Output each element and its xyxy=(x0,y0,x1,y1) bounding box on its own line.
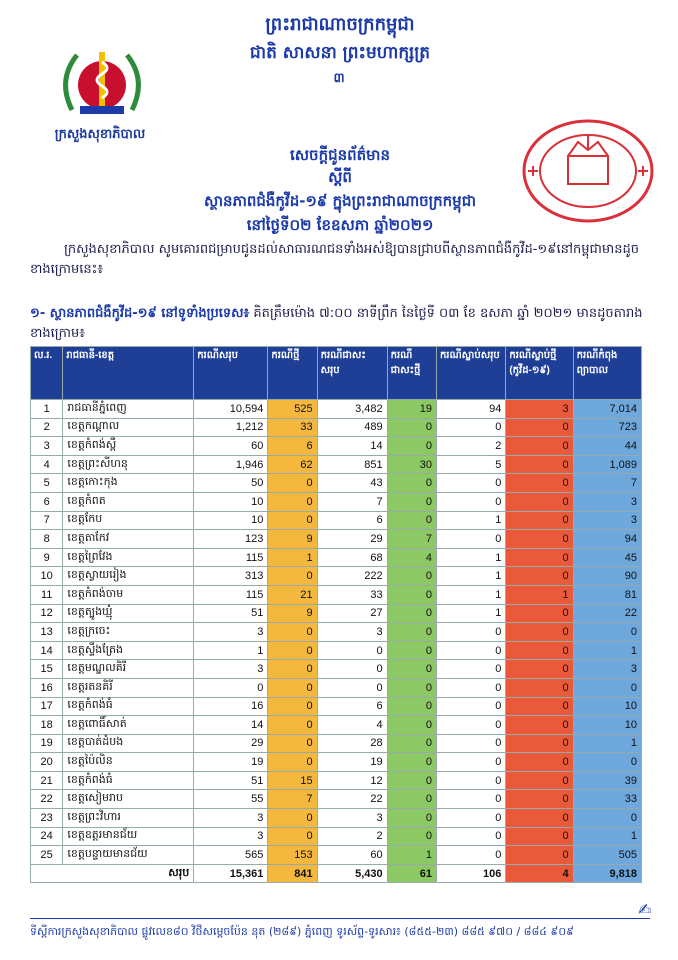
cell-total: 3 xyxy=(194,827,268,846)
cell-no: 17 xyxy=(31,697,63,716)
cell-rec-total: 6 xyxy=(317,697,387,716)
cell-treating: 0 xyxy=(573,809,641,828)
cell-total: 51 xyxy=(194,604,268,623)
total-death-total: 106 xyxy=(436,864,505,883)
document-date: នៅថ្ងៃទី០២ ខែឧសភា ឆ្នាំ២០២១ xyxy=(246,216,434,234)
cell-death-new: 0 xyxy=(506,548,573,567)
cell-new: 0 xyxy=(268,827,317,846)
header-total: ករណីសរុប xyxy=(194,347,268,400)
cell-total: 1,212 xyxy=(194,418,268,437)
cell-rec-total: 27 xyxy=(317,604,387,623)
cell-death-total: 1 xyxy=(436,548,505,567)
cell-rec-total: 489 xyxy=(317,418,387,437)
cell-death-total: 0 xyxy=(436,697,505,716)
cell-death-total: 0 xyxy=(436,678,505,697)
header-province: រាជធានី-ខេត្ត xyxy=(63,347,194,400)
table-row xyxy=(31,771,642,790)
cell-treating: 1 xyxy=(573,734,641,753)
table-row xyxy=(31,809,642,828)
cell-province: ខេត្តកំពង់ធំ xyxy=(63,697,194,716)
header-death-total: ករណីស្លាប់សរុប xyxy=(436,347,505,400)
cell-treating: 3 xyxy=(573,660,641,679)
cell-treating: 39 xyxy=(573,771,641,790)
cell-treating: 1 xyxy=(573,641,641,660)
table-body xyxy=(31,400,642,883)
cell-rec-total: 222 xyxy=(317,567,387,586)
cell-total: 10 xyxy=(194,492,268,511)
cell-province: ខេត្តព្រះវិហារ xyxy=(63,809,194,828)
cell-new: 33 xyxy=(268,418,317,437)
cell-treating: 94 xyxy=(573,530,641,549)
cell-rec-total: 7 xyxy=(317,492,387,511)
total-rec-total: 5,430 xyxy=(317,864,387,883)
cell-total: 1 xyxy=(194,641,268,660)
cell-province: ខេត្តតាកែវ xyxy=(63,530,194,549)
cell-total: 3 xyxy=(194,809,268,828)
cell-death-total: 0 xyxy=(436,716,505,735)
cell-rec-total: 0 xyxy=(317,678,387,697)
total-rec-new: 61 xyxy=(387,864,436,883)
cell-rec-new: 0 xyxy=(387,474,436,493)
cell-no: 13 xyxy=(31,623,63,642)
cell-death-new: 0 xyxy=(506,623,573,642)
table-row xyxy=(31,492,642,511)
cell-new: 0 xyxy=(268,697,317,716)
cell-new: 0 xyxy=(268,678,317,697)
cell-new: 6 xyxy=(268,437,317,456)
cell-new: 0 xyxy=(268,809,317,828)
cell-rec-new: 0 xyxy=(387,734,436,753)
cell-treating: 7 xyxy=(573,474,641,493)
cell-no: 24 xyxy=(31,827,63,846)
table-row xyxy=(31,437,642,456)
cell-province: ខេត្តបន្ទាយមានជ័យ xyxy=(63,846,194,865)
cell-rec-new: 0 xyxy=(387,492,436,511)
cell-rec-total: 3,482 xyxy=(317,400,387,419)
cell-no: 7 xyxy=(31,511,63,530)
cell-rec-new: 0 xyxy=(387,641,436,660)
cell-rec-new: 0 xyxy=(387,716,436,735)
cell-death-total: 0 xyxy=(436,734,505,753)
cell-province: រាជធានីភ្នំពេញ xyxy=(63,400,194,419)
cell-treating: 3 xyxy=(573,492,641,511)
cell-rec-new: 0 xyxy=(387,418,436,437)
header-recovered-total: ករណីជាសះសរុប xyxy=(317,347,387,400)
cell-rec-new: 30 xyxy=(387,455,436,474)
header-new: ករណីថ្មី xyxy=(268,347,317,400)
cell-total: 19 xyxy=(194,753,268,772)
cell-death-new: 0 xyxy=(506,846,573,865)
cell-province: ខេត្តត្បូងឃ្មុំ xyxy=(63,604,194,623)
cell-no: 16 xyxy=(31,678,63,697)
table-header-row xyxy=(31,347,642,400)
cell-rec-total: 3 xyxy=(317,623,387,642)
cell-total: 3 xyxy=(194,660,268,679)
cell-death-new: 0 xyxy=(506,530,573,549)
total-death-new: 4 xyxy=(506,864,573,883)
cell-treating: 7,014 xyxy=(573,400,641,419)
cell-province: ខេត្តកែប xyxy=(63,511,194,530)
cell-province: ខេត្តប៉ៃលិន xyxy=(63,753,194,772)
cell-total: 1,946 xyxy=(194,455,268,474)
cell-death-total: 0 xyxy=(436,846,505,865)
cell-new: 0 xyxy=(268,623,317,642)
cell-rec-total: 33 xyxy=(317,585,387,604)
cell-death-new: 0 xyxy=(506,771,573,790)
cell-total: 29 xyxy=(194,734,268,753)
cell-death-new: 0 xyxy=(506,734,573,753)
cell-rec-new: 0 xyxy=(387,585,436,604)
cell-new: 0 xyxy=(268,511,317,530)
cell-death-total: 1 xyxy=(436,567,505,586)
document-subject: ស្ថានភាពជំងឺកូវីដ-១៩ ក្នុងព្រះរាជាណាចក្រកម្ពុជា xyxy=(204,192,476,210)
cell-no: 12 xyxy=(31,604,63,623)
cell-treating: 0 xyxy=(573,623,641,642)
cell-rec-total: 43 xyxy=(317,474,387,493)
cell-rec-new: 0 xyxy=(387,437,436,456)
cell-treating: 22 xyxy=(573,604,641,623)
cell-total: 10,594 xyxy=(194,400,268,419)
cell-death-new: 0 xyxy=(506,716,573,735)
cell-rec-total: 68 xyxy=(317,548,387,567)
cell-rec-new: 7 xyxy=(387,530,436,549)
cell-treating: 1,089 xyxy=(573,455,641,474)
cell-death-total: 0 xyxy=(436,492,505,511)
cell-death-new: 0 xyxy=(506,418,573,437)
cell-no: 21 xyxy=(31,771,63,790)
table-row xyxy=(31,604,642,623)
cell-rec-new: 0 xyxy=(387,809,436,828)
document-title: សេចក្ដីជូនព័ត៌មាន xyxy=(290,146,390,164)
cell-rec-new: 0 xyxy=(387,567,436,586)
table-row xyxy=(31,474,642,493)
cell-no: 4 xyxy=(31,455,63,474)
cell-new: 9 xyxy=(268,604,317,623)
cell-treating: 81 xyxy=(573,585,641,604)
table-row xyxy=(31,678,642,697)
header-death-new: ករណីស្លាប់ថ្មី (កូវីដ-១៩) xyxy=(506,347,573,400)
cell-death-new: 0 xyxy=(506,567,573,586)
cell-total: 16 xyxy=(194,697,268,716)
cell-death-new: 0 xyxy=(506,437,573,456)
document-subtitle-about: ស្ដីពី xyxy=(328,168,352,186)
cell-province: ខេត្តបាត់ដំបង xyxy=(63,734,194,753)
table-row xyxy=(31,753,642,772)
cell-no: 5 xyxy=(31,474,63,493)
cell-death-total: 0 xyxy=(436,771,505,790)
cell-treating: 90 xyxy=(573,567,641,586)
cell-province: ខេត្តស្វាយរៀង xyxy=(63,567,194,586)
cell-province: ខេត្តមណ្ឌលគិរី xyxy=(63,660,194,679)
cell-death-new: 0 xyxy=(506,753,573,772)
cell-new: 0 xyxy=(268,753,317,772)
table-row xyxy=(31,660,642,679)
cell-province: ខេត្តព្រះសីហនុ xyxy=(63,455,194,474)
cell-rec-new: 0 xyxy=(387,604,436,623)
cell-new: 153 xyxy=(268,846,317,865)
cell-death-new: 0 xyxy=(506,604,573,623)
table-row xyxy=(31,641,642,660)
cell-new: 9 xyxy=(268,530,317,549)
cell-treating: 33 xyxy=(573,790,641,809)
cell-death-total: 0 xyxy=(436,641,505,660)
cell-treating: 0 xyxy=(573,753,641,772)
cell-rec-total: 19 xyxy=(317,753,387,772)
section-heading: ១- ស្ថានភាពជំងឺកូវីដ-១៩ នៅទូទាំងប្រទេស៖ xyxy=(30,306,250,321)
cell-no: 1 xyxy=(31,400,63,419)
cell-death-total: 94 xyxy=(436,400,505,419)
cell-treating: 1 xyxy=(573,827,641,846)
cell-province: ខេត្តពោធិ៍សាត់ xyxy=(63,716,194,735)
cell-death-total: 1 xyxy=(436,604,505,623)
cell-rec-total: 3 xyxy=(317,809,387,828)
cell-no: 8 xyxy=(31,530,63,549)
initial-mark: ✍ xyxy=(638,900,652,919)
intro-paragraph: ក្រសួងសុខាភិបាល សូមគោរពជម្រាបជូនដល់សាធារណជនទាំងអស់ឱ្យបានជ្រាបពីស្ថានភាពជំងឺកូវីដ-១៩នៅកម្ពុជាមានដូចខាងក្រោមនេះ៖ xyxy=(30,242,639,277)
cell-total: 123 xyxy=(194,530,268,549)
header-no: ល.រ. xyxy=(31,347,63,400)
ministry-logo xyxy=(52,40,152,120)
cell-total: 55 xyxy=(194,790,268,809)
cell-treating: 505 xyxy=(573,846,641,865)
cell-rec-new: 0 xyxy=(387,697,436,716)
cell-province: ខេត្តកំពង់ធំ xyxy=(63,771,194,790)
cell-province: ខេត្តរតនគិរី xyxy=(63,678,194,697)
cell-no: 10 xyxy=(31,567,63,586)
cell-no: 15 xyxy=(31,660,63,679)
table-row xyxy=(31,511,642,530)
cell-total: 10 xyxy=(194,511,268,530)
cell-treating: 3 xyxy=(573,511,641,530)
cell-treating: 45 xyxy=(573,548,641,567)
cell-rec-total: 851 xyxy=(317,455,387,474)
table-row xyxy=(31,697,642,716)
cell-rec-total: 29 xyxy=(317,530,387,549)
cell-rec-new: 0 xyxy=(387,660,436,679)
cell-no: 23 xyxy=(31,809,63,828)
cell-no: 14 xyxy=(31,641,63,660)
cell-province: ខេត្តស្ទឹងត្រែង xyxy=(63,641,194,660)
table-row xyxy=(31,734,642,753)
total-total: 15,361 xyxy=(194,864,268,883)
covid-table xyxy=(30,346,642,883)
cell-rec-total: 60 xyxy=(317,846,387,865)
cell-rec-new: 19 xyxy=(387,400,436,419)
cell-rec-total: 22 xyxy=(317,790,387,809)
cell-rec-new: 0 xyxy=(387,623,436,642)
cell-no: 22 xyxy=(31,790,63,809)
cell-death-new: 0 xyxy=(506,790,573,809)
cell-total: 60 xyxy=(194,437,268,456)
cell-no: 20 xyxy=(31,753,63,772)
cell-rec-new: 4 xyxy=(387,548,436,567)
cell-new: 21 xyxy=(268,585,317,604)
table-row xyxy=(31,567,642,586)
table-row xyxy=(31,530,642,549)
header-treating: ករណីកំពុងព្យាបាល xyxy=(573,347,641,400)
table-row xyxy=(31,455,642,474)
cell-death-new: 0 xyxy=(506,660,573,679)
cell-treating: 723 xyxy=(573,418,641,437)
cell-rec-new: 0 xyxy=(387,678,436,697)
cell-death-new: 0 xyxy=(506,511,573,530)
cell-new: 0 xyxy=(268,567,317,586)
cell-death-new: 0 xyxy=(506,455,573,474)
cell-death-total: 2 xyxy=(436,437,505,456)
official-seal xyxy=(520,116,656,226)
cell-death-total: 0 xyxy=(436,530,505,549)
cell-death-new: 0 xyxy=(506,474,573,493)
cell-total: 565 xyxy=(194,846,268,865)
cell-death-new: 0 xyxy=(506,809,573,828)
cell-rec-new: 0 xyxy=(387,771,436,790)
cell-death-new: 0 xyxy=(506,641,573,660)
header-recovered-new: ករណីជាសះថ្មី xyxy=(387,347,436,400)
cell-province: ខេត្តក្រចេះ xyxy=(63,623,194,642)
cell-death-total: 5 xyxy=(436,455,505,474)
cell-new: 0 xyxy=(268,660,317,679)
cell-death-total: 1 xyxy=(436,511,505,530)
cell-new: 0 xyxy=(268,734,317,753)
cell-rec-new: 0 xyxy=(387,790,436,809)
cell-new: 62 xyxy=(268,455,317,474)
cell-new: 7 xyxy=(268,790,317,809)
cell-new: 1 xyxy=(268,548,317,567)
cell-province: ខេត្តសៀមរាប xyxy=(63,790,194,809)
table-row xyxy=(31,548,642,567)
cell-province: ខេត្តព្រៃវែង xyxy=(63,548,194,567)
cell-rec-total: 4 xyxy=(317,716,387,735)
cell-death-total: 0 xyxy=(436,660,505,679)
cell-death-new: 0 xyxy=(506,678,573,697)
cell-new: 525 xyxy=(268,400,317,419)
cell-death-new: 3 xyxy=(506,400,573,419)
cell-new: 0 xyxy=(268,716,317,735)
cell-province: ខេត្តកំពត xyxy=(63,492,194,511)
cell-no: 19 xyxy=(31,734,63,753)
cell-rec-total: 0 xyxy=(317,641,387,660)
cell-treating: 10 xyxy=(573,697,641,716)
cell-no: 25 xyxy=(31,846,63,865)
table-row xyxy=(31,400,642,419)
cell-death-total: 0 xyxy=(436,753,505,772)
cell-treating: 0 xyxy=(573,678,641,697)
cell-no: 9 xyxy=(31,548,63,567)
cell-treating: 10 xyxy=(573,716,641,735)
cell-province: ខេត្តឧត្ដរមានជ័យ xyxy=(63,827,194,846)
total-label: សរុប xyxy=(31,864,194,883)
cell-death-total: 0 xyxy=(436,474,505,493)
ministry-name: ក្រសួងសុខាភិបាល xyxy=(54,127,146,142)
table-row xyxy=(31,827,642,846)
cell-province: ខេត្តកំពង់ចាម xyxy=(63,585,194,604)
cell-total: 50 xyxy=(194,474,268,493)
cell-rec-total: 14 xyxy=(317,437,387,456)
total-new: 841 xyxy=(268,864,317,883)
cell-death-total: 1 xyxy=(436,585,505,604)
cell-province: ខេត្តកោះកុង xyxy=(63,474,194,493)
table-row xyxy=(31,716,642,735)
cell-new: 0 xyxy=(268,641,317,660)
cell-death-total: 0 xyxy=(436,418,505,437)
cell-total: 14 xyxy=(194,716,268,735)
footer-address: ទីស្ដីការក្រសួងសុខាភិបាល ផ្លូវលេខ៨០ វិថីសម្ដេចប៉ែន នុត (២៨៩) ភ្នំពេញ ទូរស័ព្ទ-ទូរសារ៖ (៨៥៥-២៣) ៨៨៥ ៩៧០ / ៨៨៤ ៩០៩ xyxy=(30,918,650,941)
cell-death-new: 1 xyxy=(506,585,573,604)
table-row xyxy=(31,585,642,604)
cell-no: 2 xyxy=(31,418,63,437)
cell-rec-new: 0 xyxy=(387,511,436,530)
table-row xyxy=(31,623,642,642)
cell-total: 115 xyxy=(194,585,268,604)
cell-treating: 44 xyxy=(573,437,641,456)
cell-rec-total: 6 xyxy=(317,511,387,530)
cell-rec-new: 1 xyxy=(387,846,436,865)
cell-rec-total: 12 xyxy=(317,771,387,790)
section-text: គិតត្រឹមម៉ោង ៧:០០ នាទីព្រឹក នៃថ្ងៃទី ០៣ ខែ ឧសភា ឆ្នាំ ២០២១ មានដូចតារាងខាងក្រោម៖ xyxy=(30,306,643,341)
cell-total: 115 xyxy=(194,548,268,567)
cell-no: 6 xyxy=(31,492,63,511)
kingdom-title: ព្រះរាជាណាចក្រកម្ពុជា xyxy=(265,14,415,35)
cell-death-total: 0 xyxy=(436,623,505,642)
cell-new: 0 xyxy=(268,492,317,511)
cell-total: 51 xyxy=(194,771,268,790)
cell-death-new: 0 xyxy=(506,827,573,846)
table-total-row xyxy=(31,864,642,883)
cell-rec-total: 2 xyxy=(317,827,387,846)
cell-death-new: 0 xyxy=(506,492,573,511)
cell-death-total: 0 xyxy=(436,809,505,828)
cell-rec-new: 0 xyxy=(387,827,436,846)
cell-rec-total: 28 xyxy=(317,734,387,753)
total-treating: 9,818 xyxy=(573,864,641,883)
cell-new: 0 xyxy=(268,474,317,493)
cell-province: ខេត្តកំពង់ស្ពឺ xyxy=(63,437,194,456)
cell-total: 313 xyxy=(194,567,268,586)
cell-new: 15 xyxy=(268,771,317,790)
cell-rec-new: 0 xyxy=(387,753,436,772)
cell-no: 11 xyxy=(31,585,63,604)
section-1 xyxy=(30,304,650,344)
table-row xyxy=(31,418,642,437)
cell-no: 3 xyxy=(31,437,63,456)
ornament: ៣ xyxy=(333,71,347,86)
cell-province: ខេត្តកណ្ដាល xyxy=(63,418,194,437)
cell-death-total: 0 xyxy=(436,790,505,809)
cell-total: 3 xyxy=(194,623,268,642)
cell-death-new: 0 xyxy=(506,697,573,716)
cell-no: 18 xyxy=(31,716,63,735)
table-row xyxy=(31,790,642,809)
table-row xyxy=(31,846,642,865)
national-motto: ជាតិ សាសនា ព្រះមហាក្សត្រ xyxy=(249,43,431,63)
cell-rec-total: 0 xyxy=(317,660,387,679)
cell-death-total: 0 xyxy=(436,827,505,846)
cell-total: 0 xyxy=(194,678,268,697)
